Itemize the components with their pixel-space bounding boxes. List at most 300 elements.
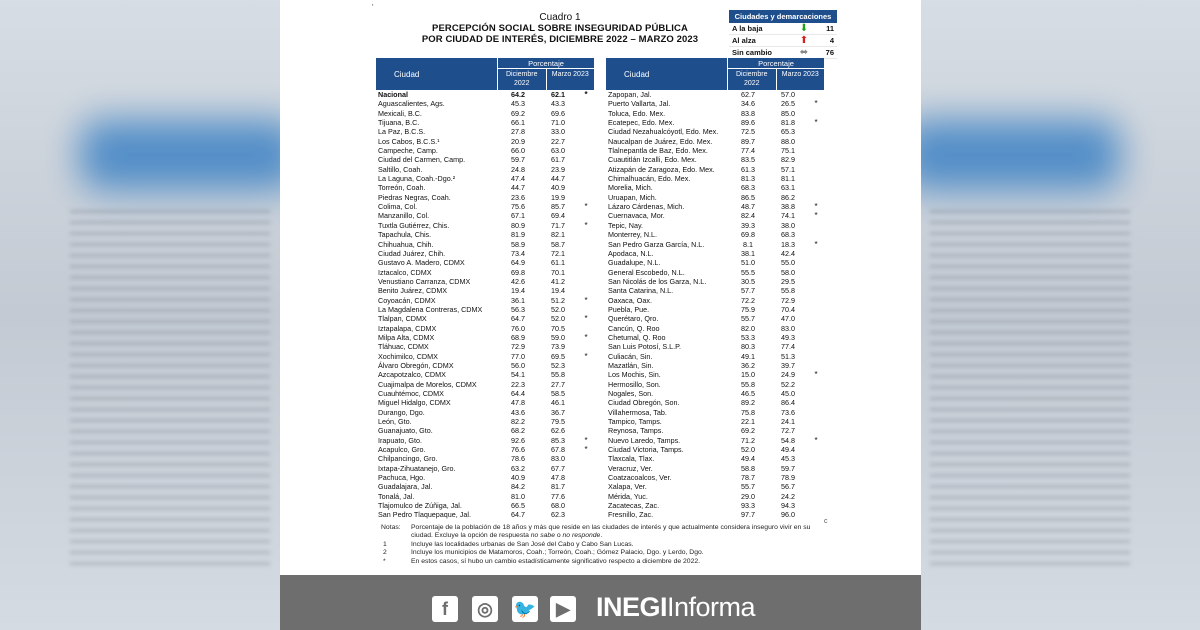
table-row: [606, 314, 824, 323]
significance-mark: [578, 277, 594, 286]
dec-2022-cell: 64.7: [511, 314, 525, 324]
dec-2022-cell: 80.9: [511, 220, 525, 230]
inegi-informa-logo[interactable]: [596, 592, 755, 623]
summary-value: 4: [829, 36, 834, 45]
city-cell: Azcapotzalco, CDMX: [378, 370, 446, 380]
dec-2022-cell: 81.0: [511, 491, 525, 501]
significance-mark: *: [814, 239, 818, 249]
city-cell: Manzanillo, Col.: [378, 211, 430, 221]
significance-mark: [578, 249, 594, 258]
significance-mark: [808, 165, 824, 174]
table-right: [606, 58, 824, 520]
significance-mark: [808, 492, 824, 501]
mar-2023-cell: 24.2: [781, 491, 795, 501]
city-cell: Puerto Vallarta, Jal.: [608, 99, 671, 109]
city-cell: Tapachula, Chis.: [378, 230, 432, 240]
table-row: [606, 389, 824, 398]
brand-light: Informa: [667, 592, 756, 622]
data-tables: [376, 58, 824, 518]
dec-2022-cell: 57.7: [741, 286, 755, 296]
mar-2023-cell: 62.3: [551, 510, 565, 520]
significance-mark: *: [584, 351, 588, 361]
dec-2022-cell: 62.7: [741, 90, 755, 99]
dec-2022-cell: 77.0: [511, 351, 525, 361]
table-row: [606, 426, 824, 435]
dec-2022-cell: 36.2: [741, 360, 755, 370]
twitter-icon[interactable]: 🐦: [512, 596, 538, 622]
city-cell: Ciudad del Carmen, Camp.: [378, 155, 466, 165]
brand-bold: INEGI: [596, 592, 668, 622]
city-cell: Tijuana, B.C.: [378, 118, 420, 128]
significance-mark: [578, 183, 594, 192]
city-cell: Guadalupe, N.L.: [608, 258, 661, 268]
significance-mark: [578, 127, 594, 136]
city-cell: Cuajimalpa de Morelos, CDMX: [378, 379, 477, 389]
table-row: [606, 90, 824, 99]
table-row: [376, 99, 594, 108]
significance-mark: [808, 90, 824, 99]
significance-mark: [808, 230, 824, 239]
city-cell: Cuautitlán Izcalli, Edo. Mex.: [608, 155, 697, 165]
dec-2022-cell: 89.6: [741, 118, 755, 128]
city-cell: Fresnillo, Zac.: [608, 510, 654, 520]
city-cell: Torreón, Coah.: [378, 183, 426, 193]
mar-2023-cell: 49.3: [781, 332, 795, 342]
significance-mark: [808, 445, 824, 454]
significance-mark: [578, 464, 594, 473]
table-row: [376, 268, 594, 277]
notes-italic: no sabe: [530, 532, 555, 540]
mar-2023-cell: 45.3: [781, 454, 795, 464]
table-row: [606, 445, 824, 454]
dec-2022-cell: 82.4: [741, 211, 755, 221]
table-row: [376, 370, 594, 379]
gray-left-right-arrow-icon: ⬌: [799, 46, 809, 58]
summary-header: Ciudades y demarcaciones: [729, 10, 837, 23]
mar-2023-cell: 26.5: [781, 99, 795, 109]
mar-2023-cell: 55.0: [781, 258, 795, 268]
dec-2022-cell: 58.9: [511, 239, 525, 249]
city-cell: Cuauhtémoc, CDMX: [378, 389, 444, 398]
header-dec-2022: Diciembre 2022: [728, 69, 777, 90]
mar-2023-cell: 58.5: [551, 389, 565, 398]
table-row: [376, 90, 594, 99]
city-cell: Pachuca, Hgo.: [378, 473, 426, 483]
note-item: [381, 549, 831, 557]
dec-2022-cell: 53.3: [741, 332, 755, 342]
dec-2022-cell: 47.4: [511, 174, 525, 184]
city-cell: San Pedro Garza García, N.L.: [608, 239, 705, 249]
table-row: [606, 268, 824, 277]
significance-mark: [808, 155, 824, 164]
mar-2023-cell: 40.9: [551, 183, 565, 193]
city-cell: Guanajuato, Gto.: [378, 426, 433, 436]
dec-2022-cell: 68.2: [511, 426, 525, 436]
table-row: [606, 99, 824, 108]
city-cell: Tampico, Tamps.: [608, 417, 662, 427]
dec-2022-cell: 89.7: [741, 136, 755, 146]
dec-2022-cell: 30.5: [741, 276, 755, 286]
title-line-1: PERCEPCIÓN SOCIAL SOBRE INSEGURIDAD PÚBLICA: [432, 23, 688, 34]
city-cell: Iztacalco, CDMX: [378, 267, 432, 277]
mar-2023-cell: 41.2: [551, 276, 565, 286]
dec-2022-cell: 64.2: [511, 90, 525, 99]
corner-mark: ': [372, 3, 374, 12]
city-cell: Cuernavaca, Mor.: [608, 211, 665, 221]
header-mar-2023: Marzo 2023: [547, 69, 595, 90]
mar-2023-cell: 27.7: [551, 379, 565, 389]
summary-row: [729, 35, 837, 47]
table-row: [376, 109, 594, 118]
dec-2022-cell: 64.7: [511, 510, 525, 520]
mar-2023-cell: 67.7: [551, 463, 565, 473]
significance-mark: *: [584, 220, 588, 230]
mar-2023-cell: 86.4: [781, 398, 795, 408]
dec-2022-cell: 8.1: [743, 239, 753, 249]
dec-2022-cell: 69.8: [511, 267, 525, 277]
dec-2022-cell: 81.9: [511, 230, 525, 240]
city-cell: Tláhuac, CDMX: [378, 342, 429, 352]
mar-2023-cell: 45.0: [781, 389, 795, 398]
city-cell: Irapuato, Gto.: [378, 435, 422, 445]
significance-mark: [578, 258, 594, 267]
significance-mark: [578, 389, 594, 398]
mar-2023-cell: 43.3: [551, 99, 565, 109]
dec-2022-cell: 61.3: [741, 164, 755, 174]
significance-mark: [578, 193, 594, 202]
mar-2023-cell: 77.6: [551, 491, 565, 501]
city-cell: Reynosa, Tamps.: [608, 426, 664, 436]
mar-2023-cell: 61.1: [551, 258, 565, 268]
mar-2023-cell: 18.3: [781, 239, 795, 249]
table-row: [376, 473, 594, 482]
table-row: [376, 417, 594, 426]
table-row: [376, 230, 594, 239]
significance-mark: [808, 137, 824, 146]
table-row: [606, 510, 824, 519]
mar-2023-cell: 72.1: [551, 248, 565, 258]
table-row: [606, 221, 824, 230]
significance-mark: [578, 305, 594, 314]
table-row: [376, 464, 594, 473]
city-cell: Ciudad Juárez, Chih.: [378, 248, 446, 258]
dec-2022-cell: 72.5: [741, 127, 755, 137]
city-cell: Hermosillo, Son.: [608, 379, 661, 389]
significance-mark: [808, 361, 824, 370]
significance-mark: [808, 109, 824, 118]
table-row: [376, 240, 594, 249]
dec-2022-cell: 71.2: [741, 435, 755, 445]
note-text: En estos casos, sí hubo un cambio estadísticamente significativo respecto a diciembre de 2022.: [411, 557, 701, 565]
mar-2023-cell: 52.0: [551, 314, 565, 324]
notes-main: [411, 524, 831, 541]
table-row: [376, 352, 594, 361]
table-row: [606, 408, 824, 417]
document-page: [280, 0, 921, 575]
table-row: [376, 249, 594, 258]
mar-2023-cell: 29.5: [781, 276, 795, 286]
table-row: [606, 361, 824, 370]
mar-2023-cell: 33.0: [551, 127, 565, 137]
mar-2023-cell: 63.1: [781, 183, 795, 193]
city-cell: Tuxtla Gutiérrez, Chis.: [378, 220, 450, 230]
table-header: [606, 58, 824, 90]
mar-2023-cell: 71.7: [551, 220, 565, 230]
city-cell: Ciudad Victoria, Tamps.: [608, 445, 684, 455]
header-percentage: Porcentaje: [728, 58, 824, 69]
table-row: [606, 352, 824, 361]
significance-mark: [578, 510, 594, 519]
significance-mark: [578, 165, 594, 174]
dec-2022-cell: 68.3: [741, 183, 755, 193]
significance-mark: [808, 296, 824, 305]
page-mark: c: [824, 518, 828, 525]
mar-2023-cell: 57.1: [781, 164, 795, 174]
city-cell: Los Cabos, B.C.S.¹: [378, 136, 440, 146]
mar-2023-cell: 44.7: [551, 174, 565, 184]
significance-mark: *: [814, 202, 818, 212]
city-cell: León, Gto.: [378, 417, 412, 427]
dec-2022-cell: 73.4: [511, 248, 525, 258]
notes-text: o: [554, 532, 563, 540]
city-cell: General Escobedo, N.L.: [608, 267, 685, 277]
city-cell: Ciudad Nezahualcóyotl, Edo. Mex.: [608, 127, 719, 137]
blurred-background-left: [0, 0, 280, 630]
significance-mark: [808, 510, 824, 519]
table-row: [376, 398, 594, 407]
significance-mark: [808, 146, 824, 155]
city-cell: Nacional: [378, 90, 408, 99]
note-item: [381, 558, 831, 566]
significance-mark: *: [814, 118, 818, 128]
summary-value: 76: [825, 48, 834, 57]
dec-2022-cell: 86.5: [741, 192, 755, 202]
table-row: [606, 165, 824, 174]
mar-2023-cell: 38.8: [781, 202, 795, 212]
summary-box: [729, 10, 837, 59]
summary-value: 11: [826, 24, 834, 33]
table-row: [376, 193, 594, 202]
city-cell: Zapopan, Jal.: [608, 90, 652, 99]
table-row: [376, 445, 594, 454]
mar-2023-cell: 70.1: [551, 267, 565, 277]
mar-2023-cell: 69.4: [551, 211, 565, 221]
table-row: [376, 118, 594, 127]
city-cell: Nogales, Son.: [608, 389, 654, 398]
mar-2023-cell: 52.0: [551, 304, 565, 314]
table-row: [606, 286, 824, 295]
table-row: [606, 109, 824, 118]
table-row: [606, 305, 824, 314]
table-row: [376, 482, 594, 491]
city-cell: San Pedro Tlaquepaque, Jal.: [378, 510, 471, 520]
mar-2023-cell: 81.7: [551, 482, 565, 492]
significance-mark: [578, 370, 594, 379]
dec-2022-cell: 15.0: [741, 370, 755, 380]
table-row: [606, 193, 824, 202]
summary-label: Al alza: [732, 36, 756, 45]
dec-2022-cell: 83.8: [741, 108, 755, 118]
mar-2023-cell: 78.9: [781, 473, 795, 483]
dec-2022-cell: 19.4: [511, 286, 525, 296]
mar-2023-cell: 59.7: [781, 463, 795, 473]
dec-2022-cell: 56.0: [511, 360, 525, 370]
table-row: [376, 258, 594, 267]
mar-2023-cell: 62.6: [551, 426, 565, 436]
city-cell: Tlaxcala, Tlax.: [608, 454, 655, 464]
city-cell: Iztapalapa, CDMX: [378, 323, 437, 333]
table-left: [376, 58, 594, 520]
table-row: [376, 211, 594, 220]
city-cell: Chihuahua, Chih.: [378, 239, 434, 249]
table-row: [376, 314, 594, 323]
significance-mark: *: [584, 314, 588, 324]
youtube-icon[interactable]: ▶: [550, 596, 576, 622]
significance-mark: [578, 426, 594, 435]
mar-2023-cell: 49.4: [781, 445, 795, 455]
dec-2022-cell: 56.3: [511, 304, 525, 314]
dec-2022-cell: 66.0: [511, 146, 525, 156]
city-cell: Mexicali, B.C.: [378, 108, 422, 118]
mar-2023-cell: 72.7: [781, 426, 795, 436]
table-row: [376, 342, 594, 351]
dec-2022-cell: 55.8: [741, 379, 755, 389]
notes-label: Notas:: [381, 524, 401, 531]
table-row: [606, 240, 824, 249]
significance-mark: [578, 118, 594, 127]
table-row: [376, 454, 594, 463]
header-mar-2023: Marzo 2023: [777, 69, 825, 90]
significance-mark: [578, 137, 594, 146]
mar-2023-cell: 88.0: [781, 136, 795, 146]
significance-mark: [808, 426, 824, 435]
instagram-icon[interactable]: ◎: [472, 596, 498, 622]
city-cell: Querétaro, Qro.: [608, 314, 659, 324]
dec-2022-cell: 78.6: [511, 454, 525, 464]
city-cell: Colima, Col.: [378, 202, 418, 212]
mar-2023-cell: 85.7: [551, 202, 565, 212]
table-row: [376, 324, 594, 333]
significance-mark: [578, 146, 594, 155]
header-city: Ciudad: [376, 58, 498, 90]
dec-2022-cell: 69.2: [741, 426, 755, 436]
city-cell: Aguascalientes, Ags.: [378, 99, 445, 109]
table-row: [606, 501, 824, 510]
mar-2023-cell: 65.3: [781, 127, 795, 137]
city-cell: Ecatepec, Edo. Mex.: [608, 118, 675, 128]
significance-mark: [808, 501, 824, 510]
city-cell: Miguel Hidalgo, CDMX: [378, 398, 451, 408]
significance-mark: [808, 408, 824, 417]
city-cell: Oaxaca, Oax.: [608, 295, 652, 305]
city-cell: Coatzacoalcos, Ver.: [608, 473, 672, 483]
significance-mark: *: [814, 211, 818, 221]
table-row: [376, 183, 594, 192]
mar-2023-cell: 24.9: [781, 370, 795, 380]
summary-label: A la baja: [732, 24, 763, 33]
dec-2022-cell: 55.7: [741, 482, 755, 492]
facebook-icon[interactable]: f: [432, 596, 458, 622]
significance-mark: [808, 454, 824, 463]
significance-mark: [578, 408, 594, 417]
dec-2022-cell: 47.8: [511, 398, 525, 408]
dec-2022-cell: 29.0: [741, 491, 755, 501]
mar-2023-cell: 69.6: [551, 108, 565, 118]
note-mark: 1: [383, 540, 387, 548]
dec-2022-cell: 52.0: [741, 445, 755, 455]
cuadro-label: Cuadro 1: [539, 12, 581, 23]
mar-2023-cell: 24.1: [781, 417, 795, 427]
city-cell: Campeche, Camp.: [378, 146, 438, 156]
dec-2022-cell: 48.7: [741, 202, 755, 212]
city-cell: Cancún, Q. Roo: [608, 323, 660, 333]
city-cell: Ciudad Obregón, Son.: [608, 398, 680, 408]
significance-mark: [808, 221, 824, 230]
dec-2022-cell: 38.1: [741, 248, 755, 258]
significance-mark: [578, 473, 594, 482]
table-row: [606, 296, 824, 305]
city-cell: Saltillo, Coah.: [378, 164, 423, 174]
table-row: [376, 277, 594, 286]
table-row: [606, 398, 824, 407]
dec-2022-cell: 55.7: [741, 314, 755, 324]
table-row: [606, 333, 824, 342]
mar-2023-cell: 70.5: [551, 323, 565, 333]
table-row: [376, 333, 594, 342]
table-row: [606, 473, 824, 482]
significance-mark: [808, 193, 824, 202]
mar-2023-cell: 68.3: [781, 230, 795, 240]
dec-2022-cell: 75.9: [741, 304, 755, 314]
table-body: [606, 90, 824, 520]
dec-2022-cell: 40.9: [511, 473, 525, 483]
summary-label: Sin cambio: [732, 48, 773, 57]
dec-2022-cell: 49.1: [741, 351, 755, 361]
table-row: [606, 211, 824, 220]
city-cell: Xalapa, Ver.: [608, 482, 647, 492]
significance-mark: [808, 380, 824, 389]
blurred-text-lines: [70, 210, 270, 570]
mar-2023-cell: 72.9: [781, 295, 795, 305]
city-cell: Apodaca, N.L.: [608, 248, 654, 258]
table-row: [606, 436, 824, 445]
city-cell: Toluca, Edo. Mex.: [608, 108, 666, 118]
mar-2023-cell: 68.0: [551, 501, 565, 511]
dec-2022-cell: 51.0: [741, 258, 755, 268]
table-row: [376, 146, 594, 155]
table-row: [606, 454, 824, 463]
significance-mark: [578, 99, 594, 108]
header-city: Ciudad: [606, 58, 728, 90]
significance-mark: [808, 482, 824, 491]
mar-2023-cell: 52.3: [551, 360, 565, 370]
table-row: [376, 361, 594, 370]
dec-2022-cell: 66.1: [511, 118, 525, 128]
significance-mark: *: [814, 370, 818, 380]
dec-2022-cell: 43.6: [511, 407, 525, 417]
dec-2022-cell: 64.9: [511, 258, 525, 268]
dec-2022-cell: 36.1: [511, 295, 525, 305]
mar-2023-cell: 81.1: [781, 174, 795, 184]
table-row: [606, 492, 824, 501]
mar-2023-cell: 63.0: [551, 146, 565, 156]
table-row: [376, 380, 594, 389]
mar-2023-cell: 75.1: [781, 146, 795, 156]
dec-2022-cell: 81.3: [741, 174, 755, 184]
city-cell: San Luis Potosí, S.L.P.: [608, 342, 681, 352]
city-cell: Chimalhuacán, Edo. Mex.: [608, 174, 691, 184]
city-cell: Venustiano Carranza, CDMX: [378, 276, 471, 286]
